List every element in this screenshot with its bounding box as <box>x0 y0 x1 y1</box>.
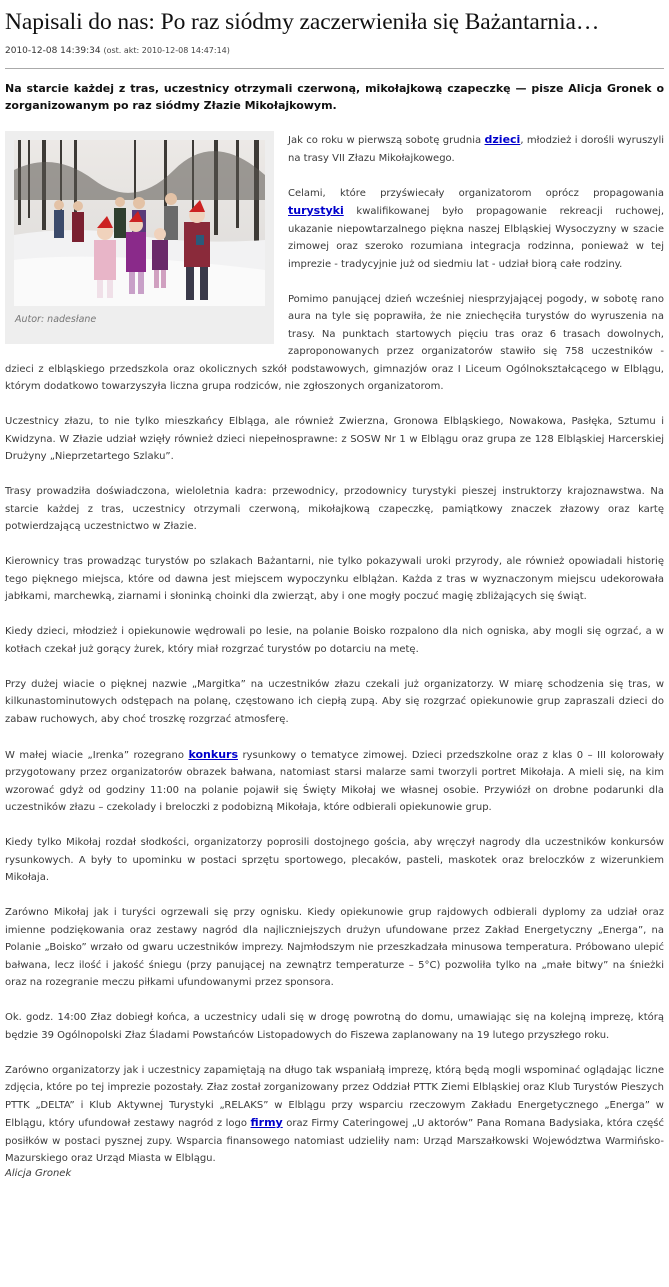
paragraph-3: Pomimo panującej dzień wcześniej niesprzyjającej pogody, w sobotę rano aura na tyle się poprawiła, że nie zniechęciła turystów do wyruszenia na trasy. Na punktach startowych pięciu tras oraz 6 trasach dowolnych, zaproponowanych przez organizatorów stawiło się 758 uczestników - dzieci z elbląskiego przedszkola oraz okolicznych szkół podstawowych, gimnazjów oraz I Liceum Ogólnokształcącego w Elblągu, którym dodatkowo towarzyszyła liczna grupa rodziców, nie zgłoszonych organizatorom. <box>5 293 664 392</box>
article-body <box>5 131 664 1179</box>
title-divider <box>5 68 664 69</box>
link-turystyki[interactable]: turystyki <box>288 204 344 217</box>
article-container <box>5 0 664 1179</box>
text-segment: kwalifikowanej było propagowanie rekreacji ruchowej, ukazanie niepowtarzalnego piękna naszej Elbląskiej Wysoczyzny w szacie zimowej oraz szeroko rozumiana integracja rodzinna, ponieważ w tej imprezie - tradycyjnie już od siedmiu lat - udział biorą całe rodziny. <box>288 206 664 270</box>
article-photo[interactable] <box>14 140 265 306</box>
text-segment: W małej wiacie „Irenka” rozegrano <box>5 749 189 761</box>
paragraph-12: Ok. godz. 14:00 Złaz dobiegł końca, a uczestnicy udali się w drogę powrotną do domu, umawiając się na kolejną imprezę, którą będzie 39 Ogólnopolski Złaz Śladami Powstańców Listopadowych do Fiszewa zaplanowany na 19 lutego przyszłego roku. <box>5 1012 664 1041</box>
article-author: Alicja Gronek <box>5 1168 72 1179</box>
paragraph-9 <box>5 746 664 817</box>
link-konkurs[interactable]: konkurs <box>188 747 238 761</box>
article-title: Napisali do nas: Po raz siódmy zaczerwieniła się Bażantarnia… <box>5 9 600 35</box>
publish-date: 2010-12-08 14:39:34 <box>5 46 101 56</box>
photo-figure <box>5 131 274 344</box>
update-date: (ost. akt: 2010-12-08 14:47:14) <box>103 46 230 55</box>
text-segment: , młodzież i dorośli wyruszyli na trasy VII Złazu Mikołajkowego. <box>288 135 664 164</box>
text-segment: oraz Firmy Cateringowej „U aktorów” Pana Romana Badysiaka, która część posiłków w postaci pysznej zupy. Wsparcia finansowego natomiast udzieliły nam: Urząd Marszałkowski Województwa Warmińsko-Mazurskiego oraz Urząd Miasta w Elblągu. <box>5 1118 665 1164</box>
paragraph-8: Przy dużej wiacie o pięknej nazwie „Margitka” na uczestników złazu czekali już organizatorzy. W miarę schodzenia się tras, w kilkunastominutowych odstępach na polanę, częstowano ich ciepłą zupą. Aby się rozgrzać opiekunowie grup zapraszali dzieci do zabaw ruchowych, aby choć troszkę rozgrzać atmosferę. <box>5 678 664 725</box>
paragraph-13 <box>5 1062 664 1168</box>
text-segment: Jak co roku w pierwszą sobotę grudnia <box>288 135 485 146</box>
photo-caption: Autor: nadesłane <box>15 314 97 325</box>
text-segment: Celami, które przyświecały organizatorom oprócz propagowania <box>288 187 664 199</box>
paragraph-5: Trasy prowadziła doświadczona, wieloletnia kadra: przewodnicy, przodownicy turystyki pieszej instruktorzy krajoznawstwa. Na starcie każdej z tras, uczestnicy otrzymali czerwoną, mikołajkową czapeczkę, pamiątkowy znaczek złazowy oraz kartę potwierdzającą uczestnictwo w Złazie. <box>5 486 664 532</box>
article-meta <box>5 45 664 57</box>
link-firmy[interactable]: firmy <box>250 1116 283 1129</box>
text-segment: Zarówno organizatorzy jak i uczestnicy zapamiętają na długo tak wspaniałą imprezę, którą będą mogli wspominać oglądając liczne zdjęcia, które po tej imprezie pozostały. Złaz został zorganizowany przez Oddział PTTK Ziemi Elbląskiej oraz Klub Turystów Pieszych PTTK „DELTA” i Klub Aktywnej Turystyki „RELAKS” w Elblągu przy wsparciu rzeczowym Zakładu Energetycznego „Energa” w Elblągu, który ufundował zestawy nagród z logo <box>5 1064 664 1129</box>
article-lead: Na starcie każdej z tras, uczestnicy otrzymali czerwoną, mikołajkową czapeczkę — pisze Alicja Gronek o zorganizowanym po raz siódmy Złazie Mikołajkowym. <box>5 82 664 112</box>
paragraph-4: Uczestnicy złazu, to nie tylko mieszkańcy Elbląga, ale również Zwierzna, Gronowa Elbląskiego, Nowakowa, Pasłęka, Sztumu i Kwidzyna. W Złazie udział wzięły również dzieci niepełnosprawne: z SOSW Nr 1 w Elblągu oraz grupa ze 128 Elbląskiej Harcerskiej Drużyny „Nieprzetartego Szlaku”. <box>5 416 664 462</box>
paragraph-6: Kierownicy tras prowadząc turystów po szlakach Bażantarni, nie tylko pokazywali uroki przyrody, ale również opowiadali historię tego pięknego miejsca, które od dawna jest miejscem wypoczynku elblążan. Każda z tras w wyznaczonym miejscu udekorowała jabłkami, marchewką, ziarnami i słoninką choinki dla zwierząt, aby i one mogły poczuć magię zbliżających się świąt. <box>5 556 664 602</box>
text-segment: rysunkowy o tematyce zimowej. Dzieci przedszkolne oraz z klas 0 – III kolorowały przygotowany przez organizatorów obrazek bałwana, natomiast starsi malarze sami tworzyli portret Mikołaja. A mieli się, na kim wzorować gdyż od godziny 11:00 na polanie pojawił się Święty Mikołaj we własnej osobie. Przywiózł on drobne podarunki dla uczestników złazu – czekolady i breloczki z podobizną Mikołaja, które odbierali opiekunowie grup. <box>5 749 664 813</box>
paragraph-10: Kiedy tylko Mikołaj rozdał słodkości, organizatorzy poprosili dostojnego gościa, aby wręczył nagrody dla uczestników konkursów rysunkowych. A były to upominku w postaci sprzętu sportowego, plecaków, pasteli, maskotek oraz breloczków z wizerunkiem Mikołaja. <box>5 837 664 883</box>
paragraph-11: Zarówno Mikołaj jak i turyści ogrzewali się przy ognisku. Kiedy opiekunowie grup rajdowych odbierali dyplomy za udział oraz imienne podziękowania oraz zestawy nagród dla najliczniejszych drużyn ufundowane przez Zakład Energetyczny „Energa”, na Polanie „Boisko” wrzało od gwaru uczestników imprezy. Najmłodszym nie przeszkadzała minusowa temperatura. Próbowano ulepić bałwana, lecz ilość i jakość śniegu (przy panującej na zewnątrz temperaturze – 5°C) pozwoliła tylko na „małe bitwy” na śnieżki oraz na rozegranie meczu piłkami ufundowanymi przez sponsora. <box>5 907 664 988</box>
paragraph-7: Kiedy dzieci, młodzież i opiekunowie wędrowali po lesie, na polanie Boisko rozpalono dla nich ogniska, aby mogli się ogrzać, a w kotłach czekał już gorący żurek, który miał rozgrzać turystów po dotarciu na metę. <box>5 626 664 655</box>
link-dzieci[interactable]: dzieci <box>484 133 521 146</box>
